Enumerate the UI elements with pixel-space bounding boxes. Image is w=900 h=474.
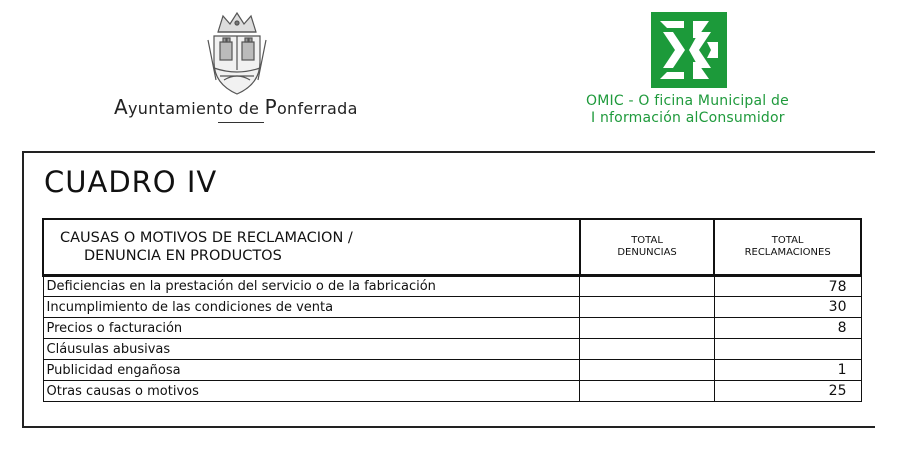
column-header-denuncias: TOTAL DENUNCIAS	[580, 219, 714, 276]
cause-cell: Otras causas o motivos	[43, 381, 580, 402]
cause-cell: Incumplimiento de las condiciones de venta	[43, 297, 580, 318]
omic-name-line2: I nformación alConsumidor	[591, 110, 785, 126]
denuncias-cell	[580, 381, 714, 402]
ponferrada-crest-icon	[206, 10, 268, 96]
reclamaciones-cell	[714, 339, 861, 360]
reclamaciones-cell: 8	[714, 318, 861, 339]
reclamaciones-cell: 78	[714, 276, 861, 297]
omic-name-line1: OMIC - O ficina Municipal de	[586, 93, 789, 109]
table-row	[43, 297, 861, 318]
reclamaciones-cell: 25	[714, 381, 861, 402]
ayuntamiento-underline	[218, 122, 264, 123]
page-title: CUADRO IV	[44, 165, 218, 199]
ayuntamiento-name: Ayuntamiento de Ponferrada	[114, 95, 358, 119]
cause-cell: Cláusulas abusivas	[43, 339, 580, 360]
denuncias-cell	[580, 297, 714, 318]
complaints-table	[42, 218, 862, 402]
column-header-reclamaciones: TOTAL RECLAMACIONES	[714, 219, 861, 276]
reclamaciones-cell: 1	[714, 360, 861, 381]
cause-cell: Publicidad engañosa	[43, 360, 580, 381]
reclamaciones-cell: 30	[714, 297, 861, 318]
cause-cell: Precios o facturación	[43, 318, 580, 339]
table-row	[43, 276, 861, 297]
table-row	[43, 381, 861, 402]
table-row	[43, 339, 861, 360]
table-row	[43, 318, 861, 339]
denuncias-cell	[580, 318, 714, 339]
column-header-causas: CAUSAS O MOTIVOS DE RECLAMACION / DENUNCIA EN PRODUCTOS	[43, 219, 580, 276]
omic-logo-icon	[651, 12, 727, 88]
denuncias-cell	[580, 360, 714, 381]
denuncias-cell	[580, 339, 714, 360]
denuncias-cell	[580, 276, 714, 297]
cause-cell: Deficiencias en la prestación del servicio o de la fabricación	[43, 276, 580, 297]
table-row	[43, 360, 861, 381]
